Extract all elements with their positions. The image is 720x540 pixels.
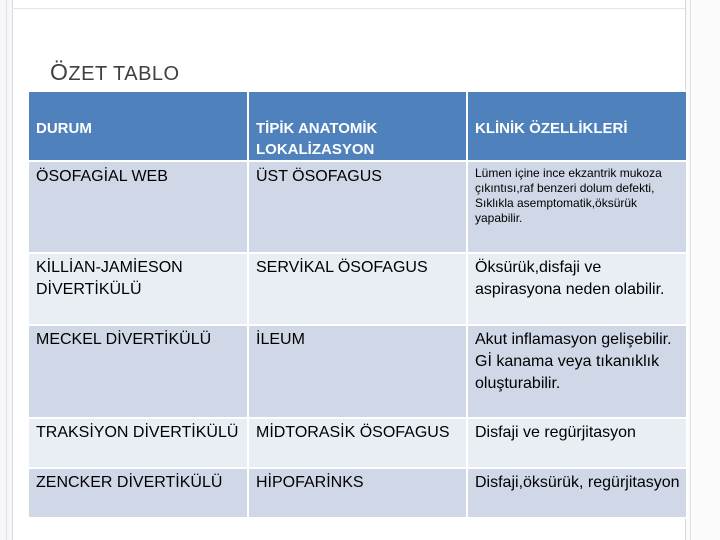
cell-durum: ÖSOFAGİAL WEB — [36, 168, 168, 185]
slide-frame-top — [12, 0, 686, 9]
cell-durum: TRAKSİYON DİVERTİKÜLÜ — [36, 424, 239, 441]
table-cell — [467, 468, 687, 518]
cell-klinik: Disfaji,öksürük, regürjitasyon — [475, 474, 680, 491]
cell-klinik: Akut inflamasyon gelişebilir. Gİ kanama veya tıkanıklık oluşturabilir. — [475, 331, 672, 392]
table-cell — [28, 325, 248, 418]
cell-durum: MECKEL DİVERTİKÜLÜ — [36, 331, 212, 348]
cell-lokalizasyon: İLEUM — [256, 331, 305, 348]
table-row — [28, 418, 687, 468]
cell-klinik: Disfaji ve regürjitasyon — [475, 424, 636, 441]
cell-klinik: Lümen içine ince ekzantrik mukoza çıkıntısı,raf benzeri dolum defekti, Sıklıkla asemptomatik,öksürük yapabilir. — [475, 166, 662, 225]
table-cell — [28, 253, 248, 325]
cell-durum: ZENCKER DİVERTİKÜLÜ — [36, 474, 223, 491]
cell-klinik: Öksürük,disfaji ve aspirasyona neden olabilir. — [475, 259, 665, 298]
table-cell — [28, 161, 248, 253]
table-row — [28, 161, 687, 253]
title-rest: ZET TABLO — [68, 63, 180, 85]
header-lokalizasyon-label: TİPİK ANATOMİK LOKALİZASYON — [256, 120, 378, 158]
table-cell — [28, 418, 248, 468]
table-cell — [467, 325, 687, 418]
table-cell — [28, 468, 248, 518]
table-cell — [248, 161, 467, 253]
cell-durum: KİLLİAN-JAMİESON DİVERTİKÜLÜ — [36, 259, 183, 298]
table-cell — [467, 253, 687, 325]
header-cell-durum — [28, 91, 248, 161]
table-cell — [467, 161, 687, 253]
cell-lokalizasyon: MİDTORASİK ÖSOFAGUS — [256, 424, 450, 441]
slide-frame-left — [0, 0, 13, 540]
table-row — [28, 253, 687, 325]
table-header-row — [28, 91, 687, 161]
table-cell — [248, 468, 467, 518]
table-cell — [248, 253, 467, 325]
header-klinik-label: KLİNİK ÖZELLİKLERİ — [475, 120, 628, 137]
title-first-letter: Ö — [50, 59, 69, 85]
table-cell — [248, 325, 467, 418]
table-row — [28, 468, 687, 518]
header-cell-lokalizasyon — [248, 91, 467, 161]
table-cell — [248, 418, 467, 468]
slide-title — [50, 59, 180, 86]
slide-frame-right — [685, 0, 720, 540]
cell-lokalizasyon: HİPOFARİNKS — [256, 474, 364, 491]
table-row — [28, 325, 687, 418]
cell-lokalizasyon: SERVİKAL ÖSOFAGUS — [256, 259, 428, 276]
table-cell — [467, 418, 687, 468]
cell-lokalizasyon: ÜST ÖSOFAGUS — [256, 168, 382, 185]
header-durum-label: DURUM — [36, 120, 92, 137]
header-cell-klinik — [467, 91, 687, 161]
summary-table — [27, 90, 688, 519]
